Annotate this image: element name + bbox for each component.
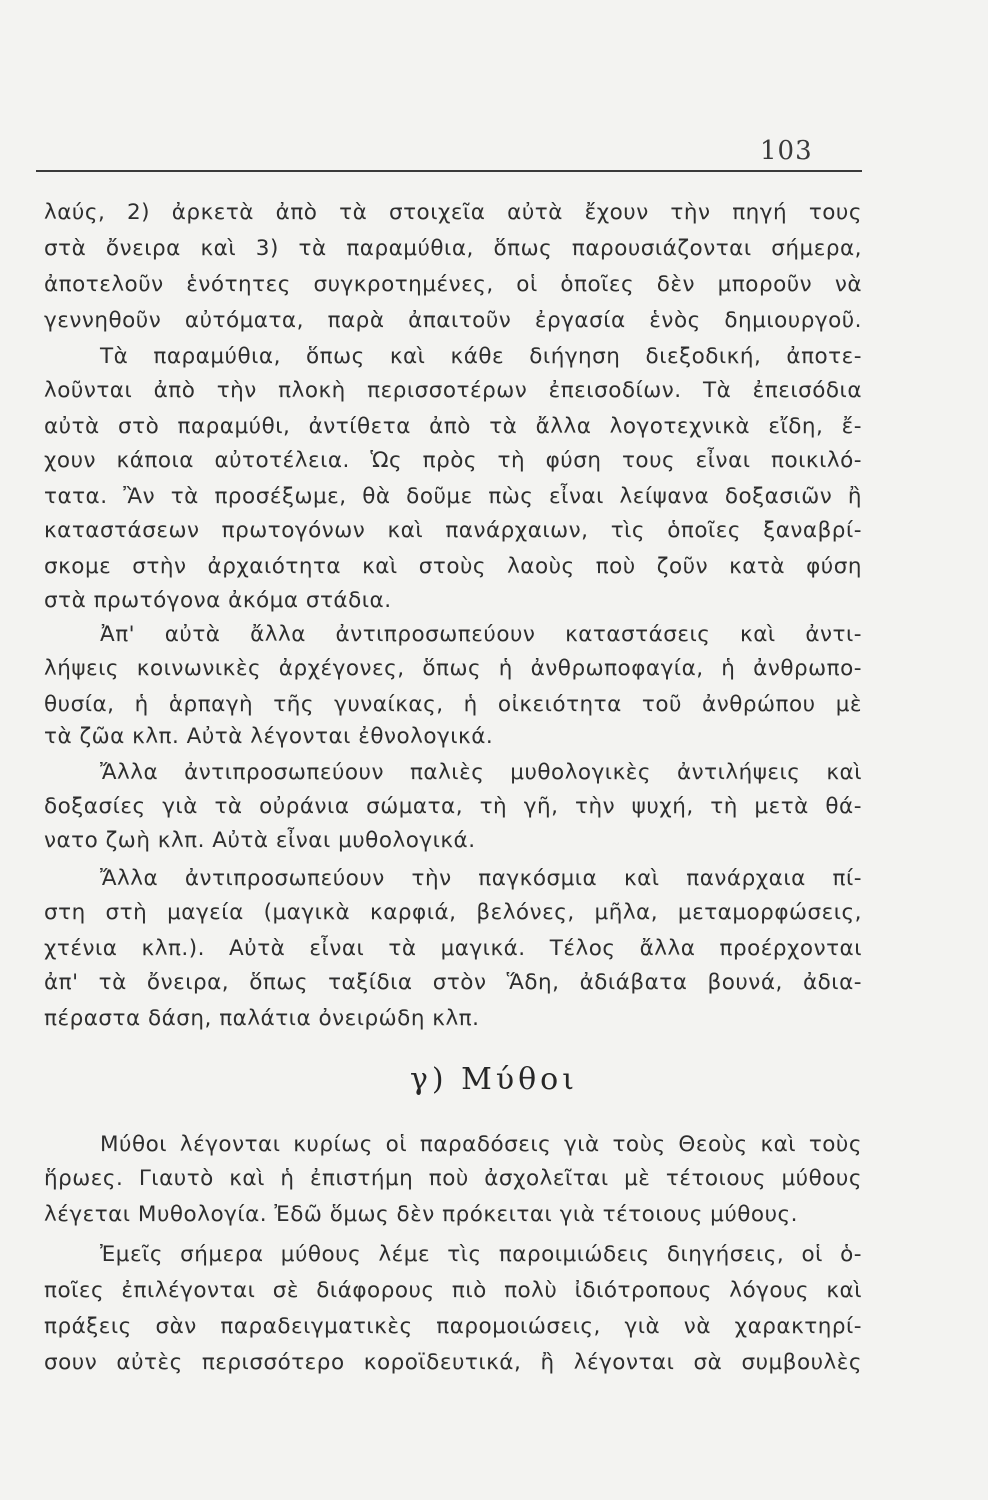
section-heading: γ) Μύθοι — [409, 1062, 578, 1097]
text-line: ἥρωες. Γιαυτὸ καὶ ἡ ἐπιστήμη ποὺ ἀσχολεῖται μὲ τέτοιους μύθους — [44, 1166, 862, 1191]
text-line: λαύς, 2) ἀρκετὰ ἀπὸ τὰ στοιχεῖα αὐτὰ ἔχουν τὴν πηγή τους — [44, 200, 862, 225]
header-rule — [36, 170, 862, 172]
text-line: πράξεις σὰν παραδειγματικὲς παρομοιώσεις, γιὰ νὰ χαρακτηρί- — [44, 1314, 862, 1339]
text-line: αὐτὰ στὸ παραμύθι, ἀντίθετα ἀπὸ τὰ ἄλλα λογοτεχνικὰ εἴδη, ἔ- — [44, 414, 862, 439]
text-line: σουν αὐτὲς περισσότερο κοροϊδευτικά, ἢ λέγονται σὰ συμβουλὲς — [44, 1350, 862, 1375]
text-line: Ἄλλα ἀντιπροσωπεύουν τὴν παγκόσμια καὶ πανάρχαια πί- — [100, 866, 862, 891]
text-line: ἀπ' τὰ ὄνειρα, ὅπως ταξίδια στὸν Ἅδη, ἀδιάβατα βουνά, ἀδια- — [44, 970, 862, 995]
text-line: λέγεται Μυθολογία. Ἐδῶ ὅμως δὲν πρόκειται γιὰ τέτοιους μύθους. — [44, 1202, 798, 1227]
text-line: Μύθοι λέγονται κυρίως οἱ παραδόσεις γιὰ τοὺς Θεοὺς καὶ τοὺς — [100, 1132, 862, 1157]
text-line: χουν κάποια αὐτοτέλεια. Ὡς πρὸς τὴ φύση τους εἶναι ποικιλό- — [44, 448, 862, 473]
text-line: Ἄλλα ἀντιπροσωπεύουν παλιὲς μυθολογικὲς ἀντιλήψεις καὶ — [100, 760, 862, 785]
text-line: πέραστα δάση, παλάτια ὀνειρώδη κλπ. — [44, 1006, 480, 1031]
text-line: ἀποτελοῦν ἑνότητες συγκροτημένες, οἱ ὁποῖες δὲν μποροῦν νὰ — [44, 272, 862, 297]
text-line: στη στὴ μαγεία (μαγικὰ καρφιά, βελόνες, μῆλα, μεταμορφώσεις, — [44, 900, 862, 925]
text-line: τατα. Ἂν τὰ προσέξωμε, θὰ δοῦμε πὼς εἶναι λείψανα δοξασιῶν ἢ — [44, 484, 862, 509]
text-line: ποῖες ἐπιλέγονται σὲ διάφορους πιὸ πολὺ ἰδιότροπους λόγους καὶ — [44, 1278, 862, 1303]
text-line: Ἐμεῖς σήμερα μύθους λέμε τὶς παροιμιώδεις διηγήσεις, οἱ ὁ- — [100, 1242, 862, 1267]
text-line: γεννηθοῦν αὐτόματα, παρὰ ἀπαιτοῦν ἐργασία ἑνὸς δημιουργοῦ. — [44, 308, 862, 333]
text-line: θυσία, ἡ ἁρπαγὴ τῆς γυναίκας, ἡ οἰκειότητα τοῦ ἀνθρώπου μὲ — [44, 692, 862, 717]
text-line: Ἀπ' αὐτὰ ἄλλα ἀντιπροσωπεύουν καταστάσεις καὶ ἀντι- — [100, 622, 862, 647]
text-line: στὰ πρωτόγονα ἀκόμα στάδια. — [44, 588, 392, 613]
text-line: τὰ ζῶα κλπ. Αὐτὰ λέγονται ἐθνολογικά. — [44, 724, 494, 749]
text-line: νατο ζωὴ κλπ. Αὐτὰ εἶναι μυθολογικά. — [44, 828, 476, 853]
page-number: 103 — [760, 136, 813, 166]
text-line: στὰ ὄνειρα καὶ 3) τὰ παραμύθια, ὅπως παρουσιάζονται σήμερα, — [44, 236, 862, 261]
text-line: δοξασίες γιὰ τὰ οὐράνια σώματα, τὴ γῆ, τὴν ψυχή, τὴ μετὰ θά- — [44, 794, 862, 819]
text-line: Τὰ παραμύθια, ὅπως καὶ κάθε διήγηση διεξοδική, ἀποτε- — [100, 344, 862, 369]
text-line: χτένια κλπ.). Αὐτὰ εἶναι τὰ μαγικά. Τέλος ἄλλα προέρχονται — [44, 936, 862, 961]
text-line: σκομε στὴν ἀρχαιότητα καὶ στοὺς λαοὺς ποὺ ζοῦν κατὰ φύση — [44, 554, 862, 579]
text-line: καταστάσεων πρωτογόνων καὶ πανάρχαιων, τὶς ὁποῖες ξαναβρί- — [44, 518, 862, 543]
text-line: λήψεις κοινωνικὲς ἀρχέγονες, ὅπως ἡ ἀνθρωποφαγία, ἡ ἀνθρωπο- — [44, 656, 862, 681]
text-line: λοῦνται ἀπὸ τὴν πλοκὴ περισσοτέρων ἐπεισοδίων. Τὰ ἐπεισόδια — [44, 378, 862, 403]
